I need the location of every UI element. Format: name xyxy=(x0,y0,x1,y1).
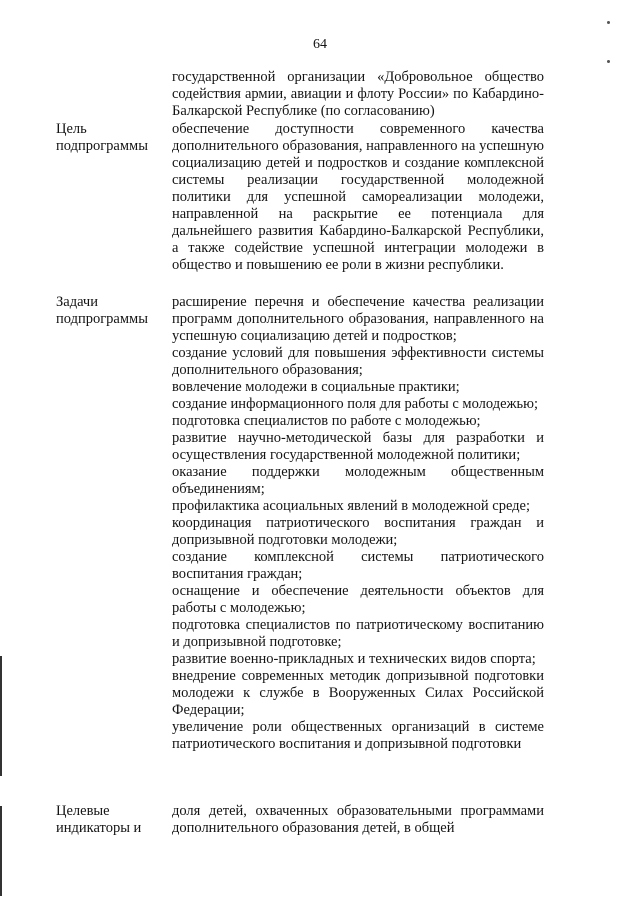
task-item: расширение перечня и обеспечение качества реализации программ дополнительного образования, направленного на успешную социализацию детей и подростков; xyxy=(172,294,544,344)
tasks-label: Задачи подпрограммы xyxy=(56,294,148,327)
task-item: развитие военно-прикладных и технических видов спорта; xyxy=(172,651,536,667)
task-item: координация патриотического воспитания граждан и допризывной подготовки молодежи; xyxy=(172,515,544,548)
page-number: 64 xyxy=(313,37,327,52)
task-item: профилактика асоциальных явлений в молодежной среде; xyxy=(172,498,531,514)
scan-edge-mark xyxy=(0,806,2,896)
indicators-label: Целевые индикаторы и xyxy=(56,803,142,836)
task-item: увеличение роли общественных организаций в системе патриотического воспитания и допризывной подготовки xyxy=(172,719,544,752)
task-item: создание информационного поля для работы с молодежью; xyxy=(172,396,539,412)
task-item: подготовка специалистов по работе с молодежью; xyxy=(172,413,481,429)
task-item: оснащение и обеспечение деятельности объектов для работы с молодежью; xyxy=(172,583,544,616)
task-item: подготовка специалистов по патриотическому воспитанию и допризывной подготовке; xyxy=(172,617,544,650)
task-item: внедрение современных методик допризывной подготовки молодежи к службе в Вооруженных Силах Российской Федерации; xyxy=(172,668,544,718)
scan-speck xyxy=(607,21,610,24)
task-item: создание условий для повышения эффективности системы дополнительного образования; xyxy=(172,345,544,378)
task-item: развитие научно-методической базы для разработки и осуществления государственной молодежной политики; xyxy=(172,430,544,463)
task-item: оказание поддержки молодежным общественным объединениям; xyxy=(172,464,544,497)
indicators-text: доля детей, охваченных образовательными программами дополнительного образования детей, в общей xyxy=(172,803,544,836)
goal-label: Цель подпрограммы xyxy=(56,121,148,154)
task-item: вовлечение молодежи в социальные практики; xyxy=(172,379,460,395)
goal-text: обеспечение доступности современного качества дополнительного образования, направленного на успешную социализацию детей и подростков и создание комплексной системы реализации государственной молодежной политики для успешной самореализации молодежи, направленной на раскрытие ее потенциала для дальнейшего развития Кабардино-Балкарской Республики, а также содействие успешной интеграции молодежи в общество и повышению ее роли в жизни республики. xyxy=(172,121,544,273)
tasks-list xyxy=(172,294,544,753)
task-item: создание комплексной системы патриотического воспитания граждан; xyxy=(172,549,544,582)
scan-speck xyxy=(607,60,610,63)
intro-text: государственной организации «Добровольное общество содействия армии, авиации и флоту России» по Кабардино-Балкарской Республике (по согласованию) xyxy=(172,69,544,119)
scan-edge-mark xyxy=(0,656,2,776)
